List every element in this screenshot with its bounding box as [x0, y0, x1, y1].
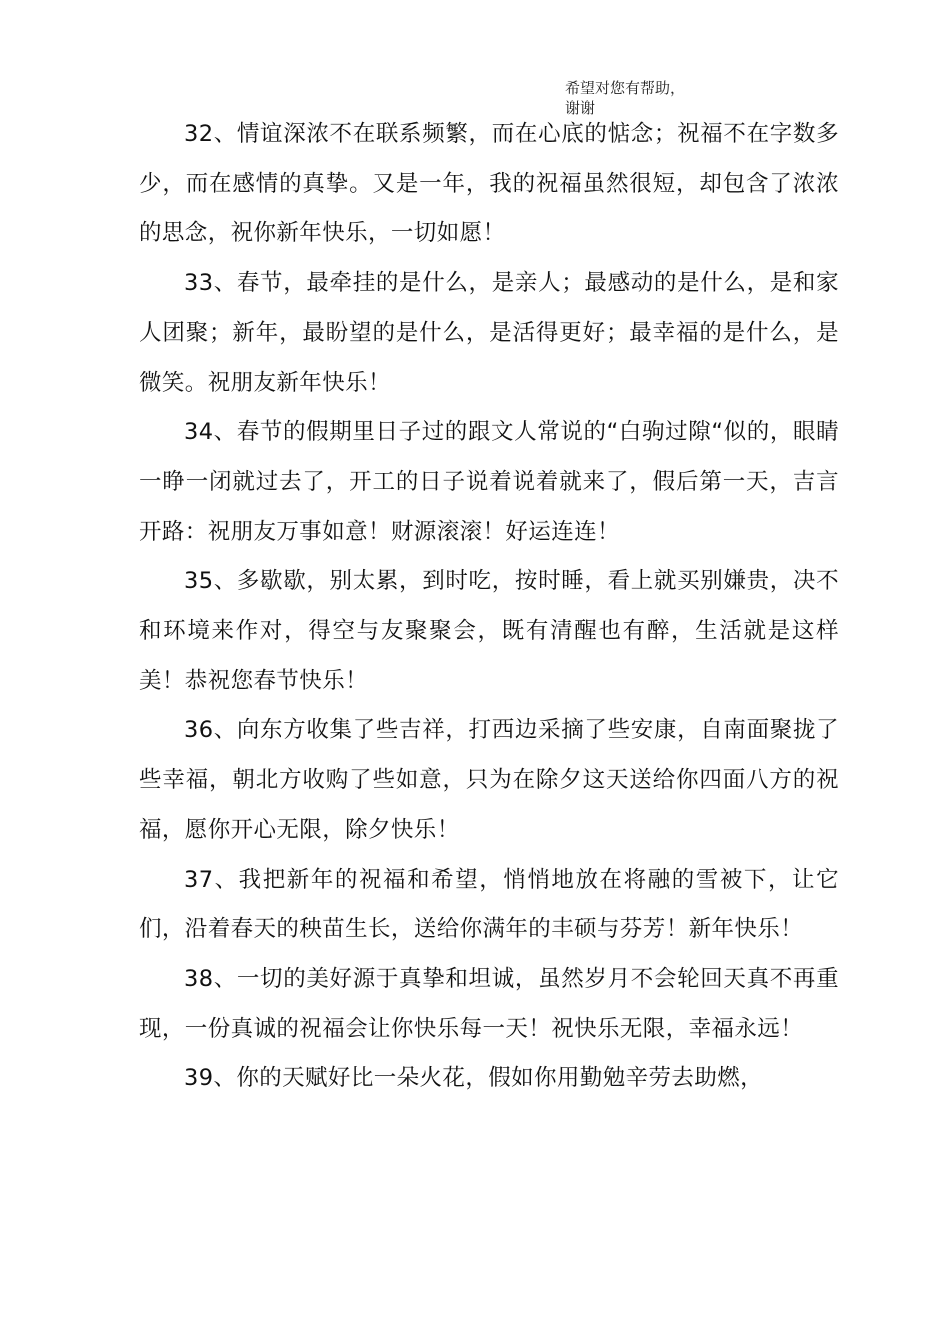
document-body — [139, 110, 839, 1104]
header-note-line-1: 希望对您有帮助， — [565, 79, 686, 97]
paragraph-35: 35、多歇歇，别太累，到时吃，按时睡，看上就买别嫌贵，决不和环境来作对，得空与友聚聚会，既有清醒也有醉，生活就是这样美！恭祝您春节快乐！ — [139, 568, 839, 694]
paragraph-32: 32、情谊深浓不在联系频繁，而在心底的惦念；祝福不在字数多少，而在感情的真挚。又是一年，我的祝福虽然很短，却包含了浓浓的思念，祝你新年快乐，一切如愿！ — [139, 121, 839, 247]
paragraph-38: 38、一切的美好源于真挚和坦诚，虽然岁月不会轮回天真不再重现，一份真诚的祝福会让你快乐每一天！祝快乐无限，幸福永远！ — [139, 965, 839, 1042]
paragraph-37: 37、我把新年的祝福和希望，悄悄地放在将融的雪被下，让它们，沿着春天的秧苗生长，送给你满年的丰硕与芬芳！新年快乐！ — [139, 866, 839, 943]
paragraph-39: 39、你的天赋好比一朵火花，假如你用勤勉辛劳去助燃， — [184, 1065, 764, 1092]
paragraph-36: 36、向东方收集了些吉祥，打西边采摘了些安康，自南面聚拢了些幸福，朝北方收购了些如意，只为在除夕这天送给你四面八方的祝福，愿你开心无限，除夕快乐！ — [139, 717, 839, 843]
paragraph-33: 33、春节，最牵挂的是什么，是亲人；最感动的是什么，是和家人团聚；新年，最盼望的是什么，是活得更好；最幸福的是什么，是微笑。祝朋友新年快乐！ — [139, 270, 839, 396]
paragraph-34: 34、春节的假期里日子过的跟文人常说的“白驹过隙“似的，眼睛一睁一闭就过去了，开工的日子说着说着就来了，假后第一天，吉言开路：祝朋友万事如意！财源滚滚！好运连连！ — [139, 419, 839, 545]
header-note-line-2: 谢谢 — [565, 99, 596, 117]
